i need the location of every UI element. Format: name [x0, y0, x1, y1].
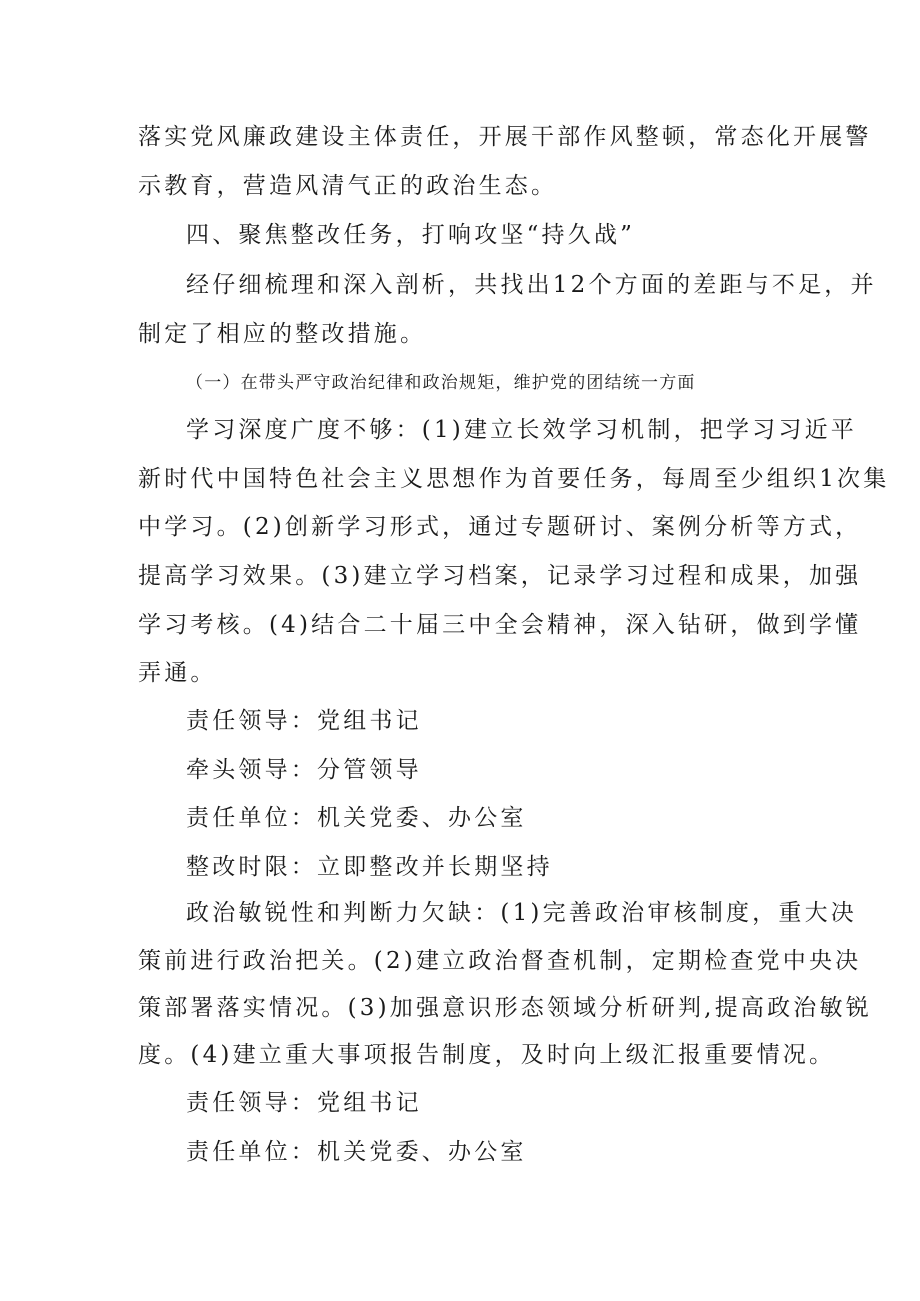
body-line: 度。(4)建立重大事项报告制度，及时向上级汇报重要情况。 — [138, 1042, 836, 1068]
body-line: 弄通。 — [138, 660, 217, 686]
body-line: 新时代中国特色社会主义思想作为首要任务，每周至少组织1次集 — [138, 466, 890, 492]
responsibility-line: 责任领导：党组书记 — [186, 708, 422, 734]
responsibility-line: 责任领导：党组书记 — [186, 1090, 422, 1116]
body-line: 政治敏锐性和判断力欠缺：(1)完善政治审核制度，重大决 — [186, 900, 857, 926]
body-line: 示教育，营造风清气正的政治生态。 — [138, 173, 558, 199]
body-line: 经仔细梳理和深入剖析，共找出12个方面的差距与不足，并 — [186, 272, 877, 298]
body-line: 策部署落实情况。(3)加强意识形态领域分析研判,提高政治敏锐 — [138, 995, 872, 1021]
body-line: 学习考核。(4)结合二十届三中全会精神，深入钻研，做到学懂 — [138, 612, 862, 638]
responsibility-line: 责任单位：机关党委、办公室 — [186, 805, 527, 831]
subsection-heading: （一）在带头严守政治纪律和政治规矩，维护党的团结统一方面 — [186, 373, 696, 393]
responsibility-line: 整改时限：立即整改并长期坚持 — [186, 854, 553, 880]
section-heading: 四、聚焦整改任务，打响攻坚“持久战” — [186, 222, 636, 248]
body-line: 学习深度广度不够：(1)建立长效学习机制，把学习习近平 — [186, 417, 857, 443]
responsibility-line: 牵头领导：分管领导 — [186, 757, 422, 783]
body-line: 中学习。(2)创新学习形式，通过专题研讨、案例分析等方式， — [138, 514, 862, 540]
body-line: 制定了相应的整改措施。 — [138, 321, 427, 347]
body-line: 策前进行政治把关。(2)建立政治督查机制，定期检查党中央决 — [138, 948, 862, 974]
body-line: 落实党风廉政建设主体责任，开展干部作风整顿，常态化开展警 — [138, 124, 872, 150]
body-line: 提高学习效果。(3)建立学习档案，记录学习过程和成果，加强 — [138, 563, 862, 589]
responsibility-line: 责任单位：机关党委、办公室 — [186, 1139, 527, 1165]
